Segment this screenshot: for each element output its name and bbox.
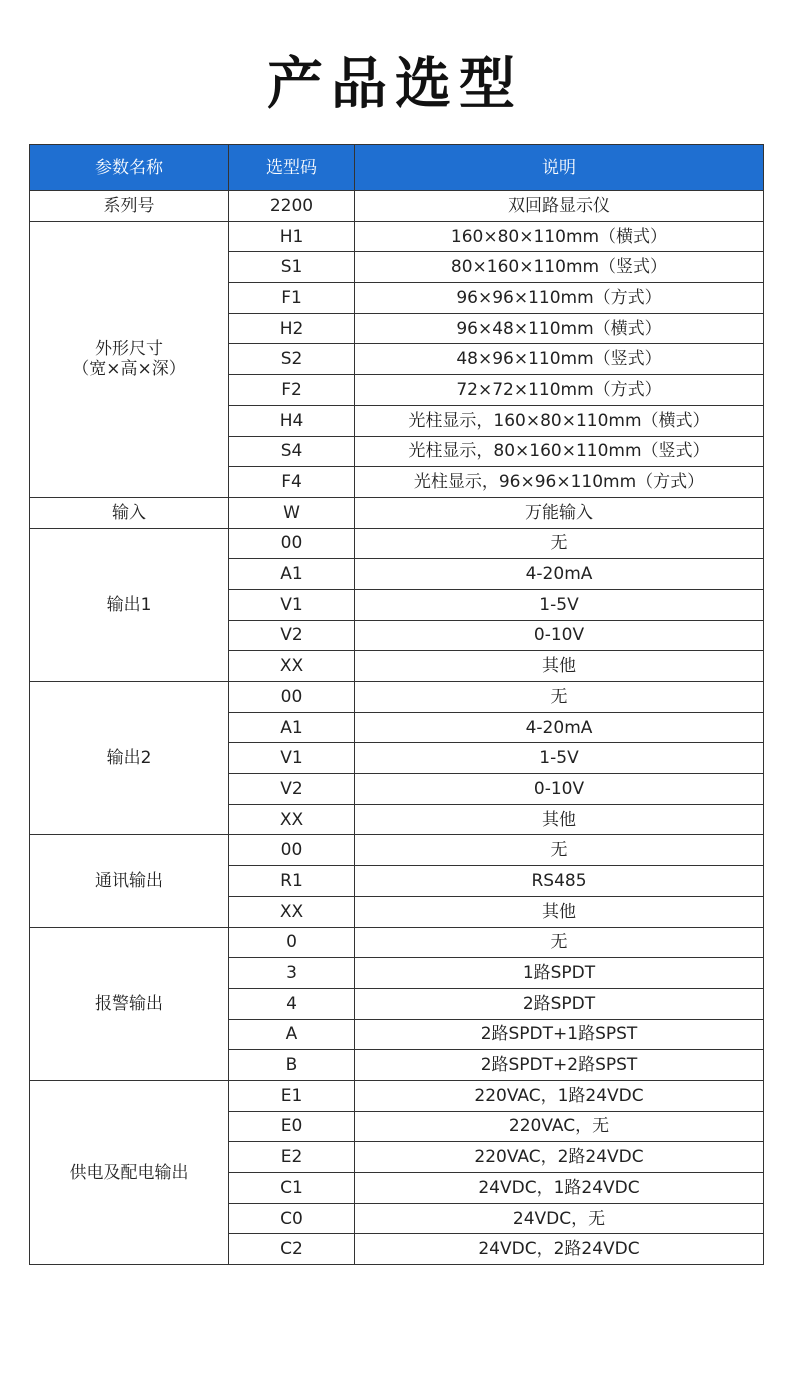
description-cell: 220VAC，1路24VDC — [355, 1080, 764, 1111]
code-cell: H1 — [229, 221, 355, 252]
description-cell: 无 — [355, 835, 764, 866]
code-cell: H2 — [229, 313, 355, 344]
description-cell: 无 — [355, 927, 764, 958]
table-row — [30, 682, 764, 713]
description-cell: 1-5V — [355, 589, 764, 620]
param-name-cell: 输出2 — [30, 682, 229, 835]
code-cell: E1 — [229, 1080, 355, 1111]
code-cell: V1 — [229, 589, 355, 620]
header-code: 选型码 — [229, 145, 355, 191]
table-header — [30, 145, 764, 191]
page-title: 产品选型 — [267, 52, 523, 117]
description-cell: 2路SPDT — [355, 988, 764, 1019]
description-cell: 24VDC，2路24VDC — [355, 1234, 764, 1265]
description-cell: RS485 — [355, 866, 764, 897]
description-cell: 48×96×110mm（竖式） — [355, 344, 764, 375]
table-row — [30, 1080, 764, 1111]
code-cell: S1 — [229, 252, 355, 283]
code-cell: E0 — [229, 1111, 355, 1142]
header-param-name: 参数名称 — [30, 145, 229, 191]
code-cell: V2 — [229, 620, 355, 651]
code-cell: V1 — [229, 743, 355, 774]
code-cell: W — [229, 497, 355, 528]
code-cell: E2 — [229, 1142, 355, 1173]
table-row — [30, 497, 764, 528]
table-row — [30, 927, 764, 958]
code-cell: H4 — [229, 405, 355, 436]
code-cell: 4 — [229, 988, 355, 1019]
code-cell: A1 — [229, 559, 355, 590]
description-cell: 双回路显示仪 — [355, 191, 764, 222]
param-name-cell: 输入 — [30, 497, 229, 528]
description-cell: 4-20mA — [355, 712, 764, 743]
description-cell: 1路SPDT — [355, 958, 764, 989]
description-cell: 72×72×110mm（方式） — [355, 375, 764, 406]
description-cell: 1-5V — [355, 743, 764, 774]
param-name-cell: 供电及配电输出 — [30, 1080, 229, 1264]
code-cell: F1 — [229, 283, 355, 314]
code-cell: 0 — [229, 927, 355, 958]
code-cell: A — [229, 1019, 355, 1050]
code-cell: C1 — [229, 1173, 355, 1204]
table-row — [30, 835, 764, 866]
description-cell: 光柱显示，80×160×110mm（竖式） — [355, 436, 764, 467]
code-cell: 00 — [229, 682, 355, 713]
description-cell: 96×96×110mm（方式） — [355, 283, 764, 314]
code-cell: S2 — [229, 344, 355, 375]
table-row — [30, 191, 764, 222]
code-cell: XX — [229, 804, 355, 835]
description-cell: 24VDC，1路24VDC — [355, 1173, 764, 1204]
description-cell: 0-10V — [355, 774, 764, 805]
description-cell: 其他 — [355, 804, 764, 835]
description-cell: 160×80×110mm（横式） — [355, 221, 764, 252]
code-cell: 00 — [229, 528, 355, 559]
table-body — [30, 191, 764, 1265]
description-cell: 2路SPDT+2路SPST — [355, 1050, 764, 1081]
description-cell: 其他 — [355, 896, 764, 927]
header-row — [30, 145, 764, 191]
code-cell: C2 — [229, 1234, 355, 1265]
description-cell: 2路SPDT+1路SPST — [355, 1019, 764, 1050]
table-row — [30, 528, 764, 559]
code-cell: 00 — [229, 835, 355, 866]
description-cell: 光柱显示，96×96×110mm（方式） — [355, 467, 764, 498]
param-name-cell: 报警输出 — [30, 927, 229, 1080]
code-cell: 3 — [229, 958, 355, 989]
code-cell: A1 — [229, 712, 355, 743]
param-name-cell: 系列号 — [30, 191, 229, 222]
table-row — [30, 221, 764, 252]
description-cell: 4-20mA — [355, 559, 764, 590]
code-cell: V2 — [229, 774, 355, 805]
description-cell: 80×160×110mm（竖式） — [355, 252, 764, 283]
code-cell: S4 — [229, 436, 355, 467]
code-cell: XX — [229, 651, 355, 682]
description-cell: 220VAC，2路24VDC — [355, 1142, 764, 1173]
code-cell: F2 — [229, 375, 355, 406]
selection-table — [29, 144, 764, 1265]
code-cell: C0 — [229, 1203, 355, 1234]
header-description: 说明 — [355, 145, 764, 191]
description-cell: 96×48×110mm（横式） — [355, 313, 764, 344]
description-cell: 光柱显示，160×80×110mm（横式） — [355, 405, 764, 436]
code-cell: XX — [229, 896, 355, 927]
description-cell: 无 — [355, 682, 764, 713]
description-cell: 0-10V — [355, 620, 764, 651]
description-cell: 万能输入 — [355, 497, 764, 528]
param-name-cell: 通讯输出 — [30, 835, 229, 927]
description-cell: 24VDC，无 — [355, 1203, 764, 1234]
description-cell: 220VAC，无 — [355, 1111, 764, 1142]
code-cell: R1 — [229, 866, 355, 897]
code-cell: F4 — [229, 467, 355, 498]
code-cell: 2200 — [229, 191, 355, 222]
param-name-cell: 输出1 — [30, 528, 229, 681]
description-cell: 无 — [355, 528, 764, 559]
code-cell: B — [229, 1050, 355, 1081]
description-cell: 其他 — [355, 651, 764, 682]
param-name-cell: 外形尺寸 （宽×高×深） — [30, 221, 229, 497]
